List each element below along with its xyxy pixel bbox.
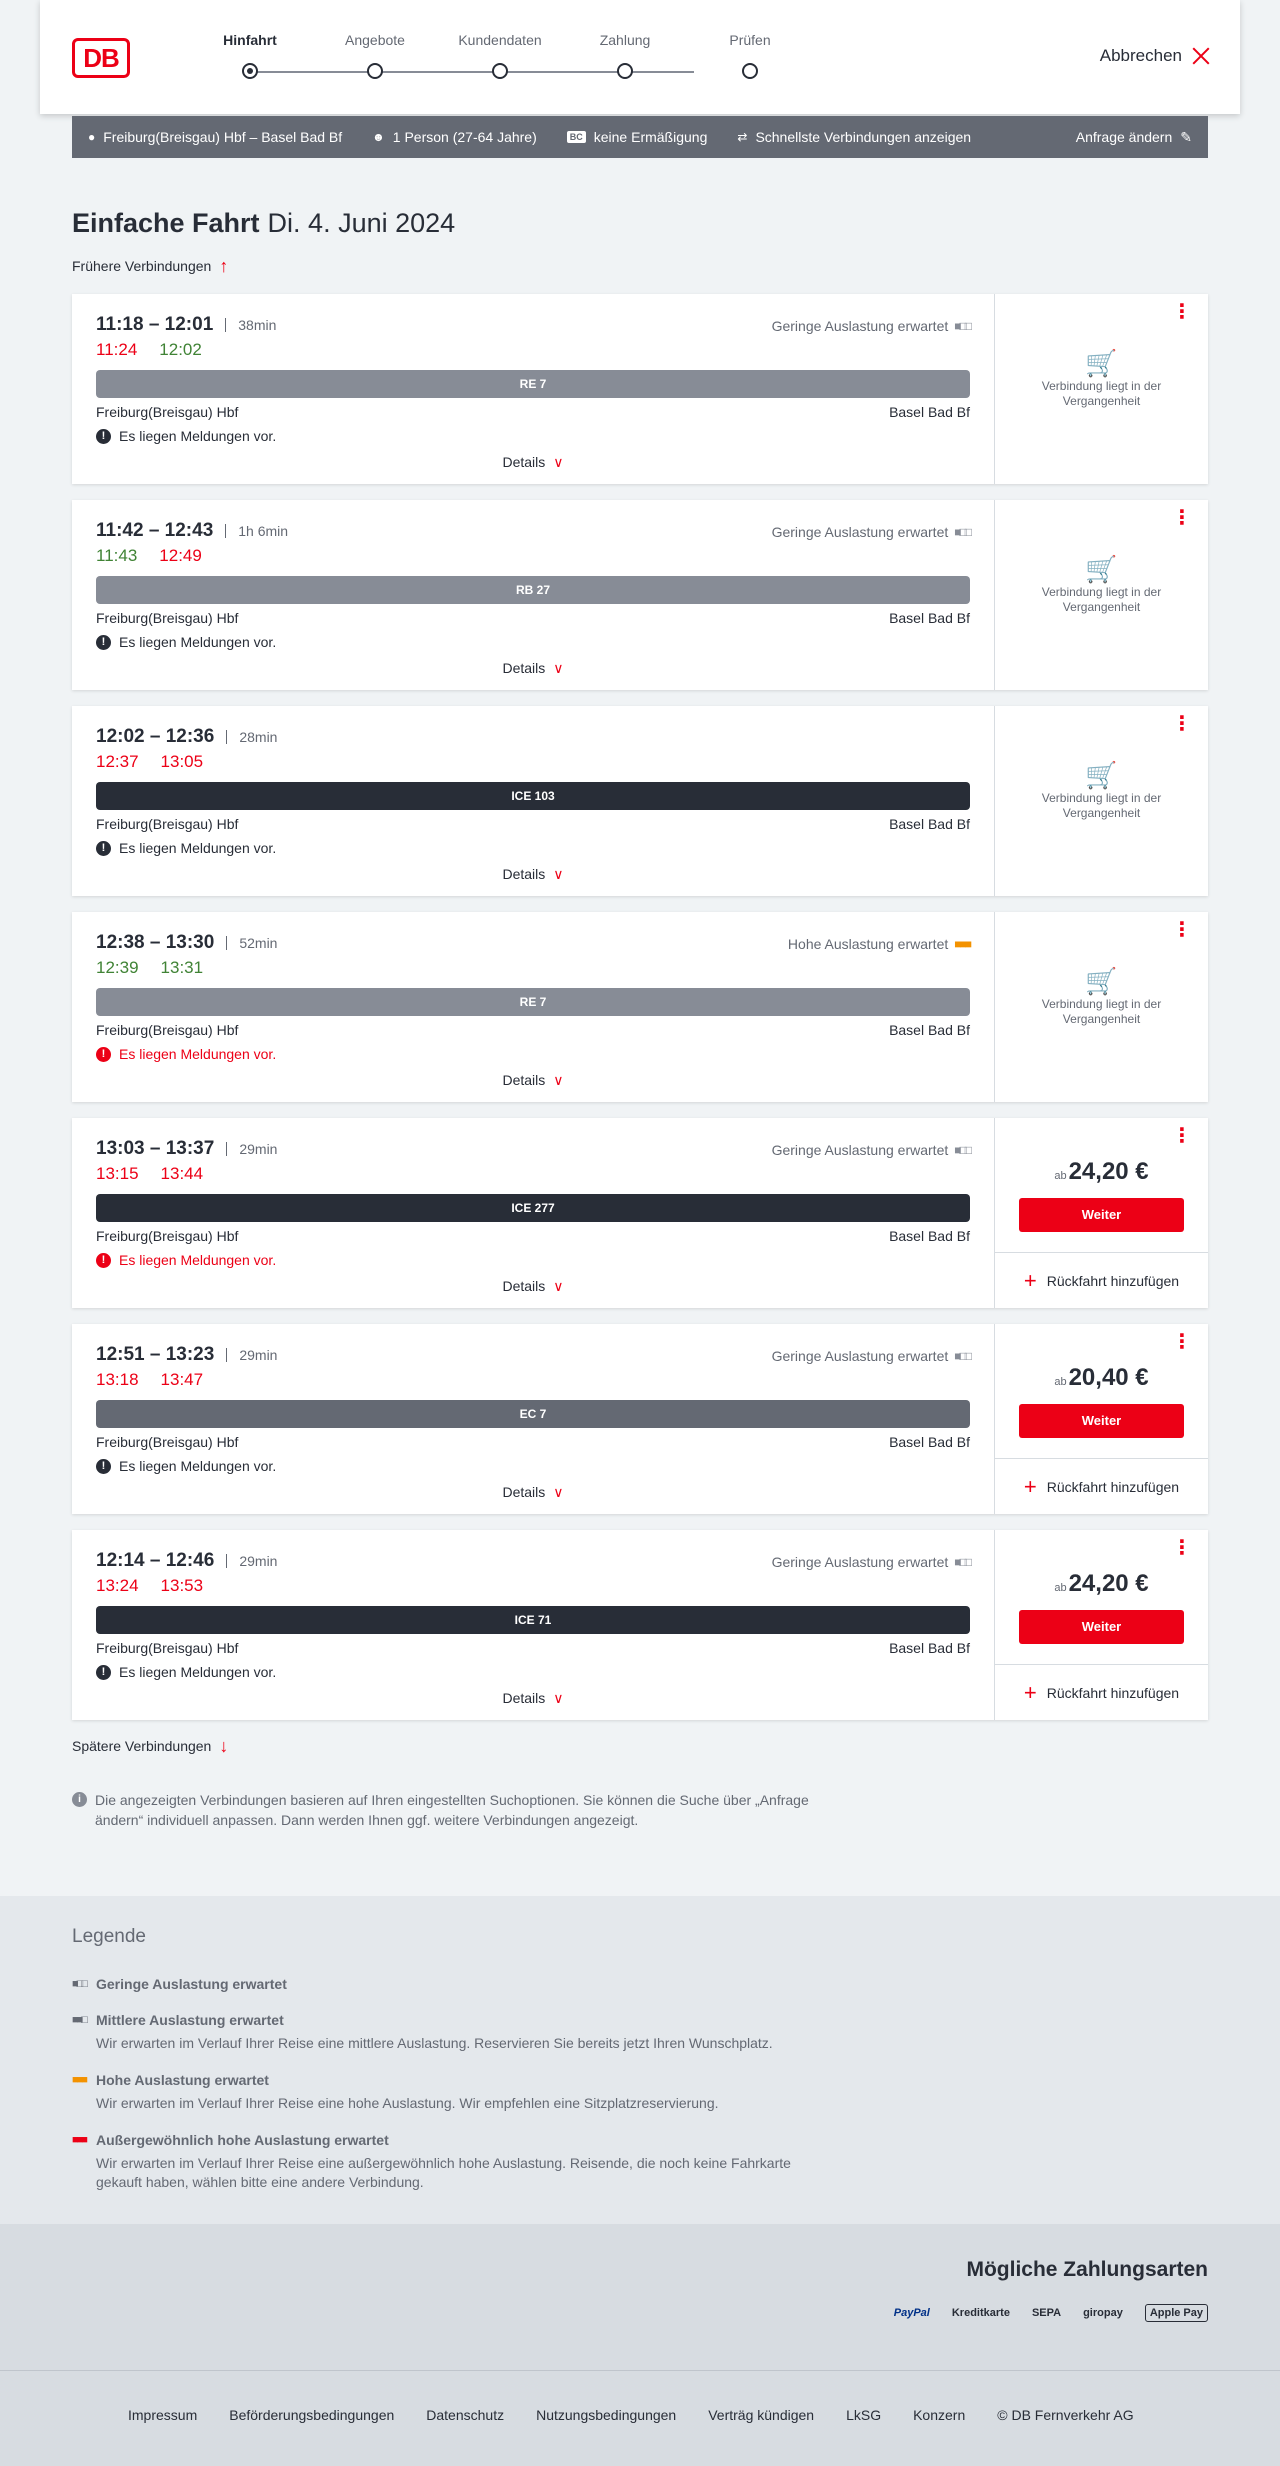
progress-steps: [182, 32, 771, 92]
load-indicator: [772, 1142, 970, 1158]
legend-head: Außergewöhnlich hohe Auslastung erwartet: [96, 2132, 389, 2148]
duration: 52min: [239, 935, 278, 951]
realtime-times: [96, 1370, 970, 1390]
price-value: 24,20 €: [1068, 1570, 1149, 1597]
more-options-icon[interactable]: ⋮: [1172, 1331, 1192, 1353]
train-bar[interactable]: ICE 71: [96, 1606, 970, 1634]
stations: [96, 816, 970, 832]
departure-station: Freiburg(Breisgau) Hbf: [96, 1434, 239, 1450]
more-options-icon[interactable]: ⋮: [1172, 919, 1192, 941]
connection-card[interactable]: [72, 500, 1208, 690]
load-low-icon: ■□□: [72, 1978, 86, 1990]
arrow-up-icon: ↑: [219, 256, 229, 276]
pencil-icon: ✎: [1180, 128, 1192, 145]
load-indicator: [772, 524, 970, 540]
more-options-icon[interactable]: ⋮: [1172, 1125, 1192, 1147]
connection-card[interactable]: [72, 912, 1208, 1102]
details-label: Details: [502, 1072, 546, 1088]
arrival-station: Basel Bad Bf: [889, 1434, 970, 1450]
times-text: 12:51 – 13:23: [96, 1344, 215, 1365]
connection-info: [96, 1550, 970, 1710]
stations: [96, 610, 970, 626]
cart-icon: 🛒: [1085, 554, 1118, 584]
duration: 1h 6min: [238, 523, 289, 539]
past-label: Verbindung liegt in der Vergangenheit: [1041, 791, 1162, 820]
offer-panel: [994, 500, 1208, 690]
alert-icon: !: [96, 1253, 111, 1268]
divider: [226, 936, 227, 950]
realtime-times: [96, 1576, 970, 1596]
past-label: Verbindung liegt in der Vergangenheit: [1041, 379, 1162, 408]
alert-icon: !: [96, 1459, 111, 1474]
payment-icons: [894, 2304, 1208, 2322]
step-dot: [367, 63, 383, 79]
more-options-icon[interactable]: ⋮: [1172, 507, 1192, 529]
realtime-departure: 11:24: [96, 340, 138, 359]
swap-icon: ⇄: [737, 130, 748, 144]
divider: [226, 1554, 227, 1568]
details-toggle[interactable]: [96, 1072, 970, 1089]
cart-icon: 🛒: [1085, 348, 1118, 378]
return-label: Rückfahrt hinzufügen: [1046, 1272, 1180, 1289]
past-label: Verbindung liegt in der Vergangenheit: [1041, 585, 1162, 614]
connection-info: [96, 932, 970, 1092]
step-angebote[interactable]: [315, 32, 435, 52]
step-label: Kundendaten: [458, 32, 542, 48]
divider: [226, 1142, 227, 1156]
arrival-station: Basel Bad Bf: [889, 816, 970, 832]
details-label: Details: [502, 1278, 546, 1294]
location-pin-icon: ●: [88, 130, 96, 144]
realtime-arrival: 13:31: [160, 958, 204, 977]
cart-icon: 🛒: [1085, 966, 1118, 996]
duration: 29min: [239, 1553, 278, 1569]
offer-panel: [994, 1118, 1208, 1308]
train-bar[interactable]: RB 27: [96, 576, 970, 604]
connection-card[interactable]: [72, 1118, 1208, 1308]
divider: [225, 318, 226, 332]
info-note-text: Die angezeigten Verbindungen basieren auf Ihren eingestellten Suchoptionen. Sie können die Suche über „Anfrage ändern“ individuell anpassen. Dann werden Ihnen ggf. weitere Verbindungen angezeigt.: [95, 1792, 809, 1828]
offer-panel: [994, 706, 1208, 896]
load-high-icon: ■■■: [954, 937, 970, 951]
header: [40, 0, 1240, 114]
times-text: 12:14 – 12:46: [96, 1550, 215, 1571]
load-indicator: [772, 318, 970, 334]
arrival-station: Basel Bad Bf: [889, 1022, 970, 1038]
alert-icon: !: [96, 1665, 111, 1680]
connection-info: [96, 520, 970, 680]
connection-card[interactable]: [72, 294, 1208, 484]
footer-link-lksg[interactable]: LkSG: [846, 2407, 882, 2423]
realtime-times: [96, 340, 970, 360]
load-indicator: [772, 1554, 970, 1570]
legend-desc: Wir erwarten im Verlauf Ihrer Reise eine außergewöhnlich hohe Auslastung. Reisende, die noch keine Fahrkarte gekauft haben, wählen bitte eine andere Verbindung.: [96, 2155, 791, 2190]
later-label: Spätere Verbindungen: [72, 1738, 212, 1754]
notice: [96, 634, 970, 650]
details-toggle[interactable]: [96, 454, 970, 471]
price-prefix: ab: [1054, 1170, 1067, 1182]
divider: [225, 524, 226, 538]
summary-discount: [567, 129, 708, 145]
offer-panel: [994, 912, 1208, 1102]
alert-icon: !: [96, 1047, 111, 1062]
arrival-station: Basel Bad Bf: [889, 404, 970, 420]
footer-link-vertrag-kuendigen[interactable]: Verträg kündigen: [708, 2407, 815, 2423]
summary-route: [88, 129, 342, 145]
legend-head: Hohe Auslastung erwartet: [96, 2072, 269, 2088]
notice-text: Es liegen Meldungen vor.: [119, 428, 277, 444]
connection-card[interactable]: [72, 1530, 1208, 1720]
notice-text: Es liegen Meldungen vor.: [119, 1046, 277, 1062]
notice-text: Es liegen Meldungen vor.: [119, 1252, 277, 1268]
price-value: 20,40 €: [1068, 1364, 1149, 1391]
cancel-label: Abbrechen: [1099, 46, 1182, 65]
notice-text: Es liegen Meldungen vor.: [119, 840, 277, 856]
earlier-label: Frühere Verbindungen: [72, 258, 212, 274]
change-request-button[interactable]: [1076, 129, 1192, 146]
step-label: Zahlung: [599, 32, 651, 48]
bahncard-icon: BC: [567, 131, 586, 143]
load-indicator: [788, 936, 970, 952]
train-bar[interactable]: EC 7: [96, 1400, 970, 1428]
offer-panel: [994, 294, 1208, 484]
footer-links: [128, 2407, 1134, 2423]
price-prefix: ab: [1054, 1376, 1067, 1388]
duration: 28min: [239, 729, 278, 745]
travellers-text: 1 Person (27-64 Jahre): [392, 129, 537, 145]
title-main: Einfache Fahrt: [72, 208, 260, 238]
departure-station: Freiburg(Breisgau) Hbf: [96, 610, 239, 626]
notice-text: Es liegen Meldungen vor.: [119, 634, 277, 650]
add-return-trip-button[interactable]: [995, 1252, 1208, 1308]
departure-station: Freiburg(Breisgau) Hbf: [96, 1022, 239, 1038]
footer-link-befoerderungsbedingungen[interactable]: Beförderungsbedingungen: [229, 2407, 395, 2423]
details-toggle[interactable]: [96, 866, 970, 883]
search-summary-bar: [72, 116, 1208, 158]
load-text: Geringe Auslastung erwartet: [771, 1142, 949, 1158]
connection-info: [96, 726, 970, 886]
step-label: Hinfahrt: [223, 32, 277, 48]
load-text: Geringe Auslastung erwartet: [771, 318, 949, 334]
realtime-times: [96, 546, 970, 566]
weiter-button[interactable]: Weiter: [1019, 1610, 1184, 1644]
realtime-departure: 12:37: [96, 752, 139, 771]
duration: 38min: [238, 317, 277, 333]
connection-card[interactable]: [72, 706, 1208, 896]
step-zahlung[interactable]: [565, 32, 685, 52]
load-low-icon: ■□□: [954, 1349, 970, 1363]
step-hinfahrt: [190, 32, 310, 52]
earlier-connections-link[interactable]: [72, 258, 228, 274]
stations: [96, 1640, 970, 1656]
footer-copyright: © DB Fernverkehr AG: [997, 2407, 1134, 2423]
duration: 29min: [239, 1141, 278, 1157]
page-title: [72, 208, 455, 239]
arrow-down-icon: ↓: [219, 1736, 229, 1756]
details-toggle[interactable]: [96, 1484, 970, 1501]
cart-icon: 🛒: [1085, 760, 1118, 790]
realtime-departure: 11:43: [96, 546, 138, 565]
notice: [96, 428, 970, 444]
connection-info: [96, 1138, 970, 1298]
divider: [226, 730, 227, 744]
step-label: Angebote: [345, 32, 405, 48]
load-low-icon: ■□□: [954, 1555, 970, 1569]
realtime-arrival: 13:47: [160, 1370, 204, 1389]
step-label: Prüfen: [729, 32, 771, 48]
realtime-times: [96, 1164, 970, 1184]
load-low-icon: ■□□: [954, 319, 970, 333]
duration: 29min: [239, 1347, 278, 1363]
more-options-icon[interactable]: ⋮: [1172, 713, 1192, 735]
chevron-down-icon: ∨: [553, 454, 564, 470]
notice: [96, 1458, 970, 1474]
legend-section: [0, 1896, 1280, 2224]
giropay-icon: giropay: [1083, 2307, 1123, 2319]
more-options-icon[interactable]: ⋮: [1172, 301, 1192, 323]
search-info-note: [72, 1790, 852, 1830]
return-label: Rückfahrt hinzufügen: [1046, 1684, 1180, 1701]
plus-icon: +: [1023, 1679, 1037, 1705]
legend-head: Mittlere Auslastung erwartet: [96, 2012, 284, 2028]
load-text: Hohe Auslastung erwartet: [787, 936, 949, 952]
load-low-icon: ■□□: [954, 525, 970, 539]
past-connection-info: [995, 760, 1208, 821]
notice-text: Es liegen Meldungen vor.: [119, 1458, 277, 1474]
notice: [96, 1046, 970, 1062]
footer-link-impressum[interactable]: Impressum: [128, 2407, 198, 2423]
add-return-trip-button[interactable]: [995, 1458, 1208, 1514]
realtime-departure: 13:18: [96, 1370, 139, 1389]
sepa-icon: SEPA: [1031, 2307, 1062, 2319]
return-label: Rückfahrt hinzufügen: [1046, 1478, 1180, 1495]
summary-travellers: [372, 129, 537, 145]
past-connection-info: [995, 348, 1208, 409]
more-options-icon[interactable]: ⋮: [1172, 1537, 1192, 1559]
past-connection-info: [995, 966, 1208, 1027]
stations: [96, 1022, 970, 1038]
times-text: 13:03 – 13:37: [96, 1138, 215, 1159]
plus-icon: +: [1023, 1473, 1037, 1499]
departure-station: Freiburg(Breisgau) Hbf: [96, 816, 239, 832]
details-label: Details: [502, 866, 546, 882]
payment-methods: [0, 2224, 1280, 2370]
load-low-icon: ■□□: [954, 1143, 970, 1157]
person-icon: ☻: [372, 130, 385, 144]
departure-station: Freiburg(Breisgau) Hbf: [96, 1228, 239, 1244]
scheduled-times: [96, 726, 970, 748]
connection-info: [96, 314, 970, 474]
later-connections-link[interactable]: [72, 1738, 228, 1754]
legend-desc: Wir erwarten im Verlauf Ihrer Reise eine mittlere Auslastung. Reservieren Sie bereits jetzt Ihren Wunschplatz.: [96, 2035, 773, 2051]
add-return-trip-button[interactable]: [995, 1664, 1208, 1720]
arrival-station: Basel Bad Bf: [889, 610, 970, 626]
legend-item-low: [72, 1976, 832, 1992]
chevron-down-icon: ∨: [553, 1072, 564, 1088]
stations: [96, 1434, 970, 1450]
title-date: Di. 4. Juni 2024: [267, 208, 456, 238]
details-label: Details: [502, 1690, 546, 1706]
info-icon: i: [72, 1792, 87, 1807]
load-medium-icon: ■■□: [72, 2014, 86, 2026]
realtime-times: [96, 752, 970, 772]
change-request-label: Anfrage ändern: [1075, 129, 1173, 145]
notice: [96, 840, 970, 856]
arrival-station: Basel Bad Bf: [889, 1640, 970, 1656]
legend-item-medium: [72, 2012, 832, 2053]
footer-link-nutzungsbedingungen[interactable]: Nutzungsbedingungen: [536, 2407, 677, 2423]
train-bar[interactable]: ICE 103: [96, 782, 970, 810]
stations: [96, 1228, 970, 1244]
price: [995, 1364, 1208, 1392]
step-dot: [492, 63, 508, 79]
legend-head: Geringe Auslastung erwartet: [96, 1976, 287, 1992]
times-text: 12:38 – 13:30: [96, 932, 215, 953]
alert-icon: !: [96, 841, 111, 856]
chevron-down-icon: ∨: [553, 866, 564, 882]
credit-card-icon: Kreditkarte: [951, 2307, 1010, 2319]
chevron-down-icon: ∨: [553, 1484, 564, 1500]
realtime-arrival: 12:49: [159, 546, 202, 565]
connection-info: [96, 1344, 970, 1504]
realtime-arrival: 13:05: [160, 752, 204, 771]
realtime-arrival: 12:02: [159, 340, 202, 359]
realtime-departure: 12:39: [96, 958, 139, 977]
arrival-station: Basel Bad Bf: [889, 1228, 970, 1244]
summary-fastest: [737, 129, 971, 145]
step-pruefen[interactable]: [690, 32, 810, 52]
price: [995, 1158, 1208, 1186]
route-text: Freiburg(Breisgau) Hbf – Basel Bad Bf: [103, 129, 343, 145]
train-bar[interactable]: RE 7: [96, 988, 970, 1016]
load-text: Geringe Auslastung erwartet: [771, 1554, 949, 1570]
train-bar[interactable]: RE 7: [96, 370, 970, 398]
times-text: 11:42 – 12:43: [96, 520, 214, 541]
footer-link-datenschutz[interactable]: Datenschutz: [426, 2407, 505, 2423]
connection-card[interactable]: [72, 1324, 1208, 1514]
notice: [96, 1252, 970, 1268]
apple-pay-icon: Apple Pay: [1145, 2304, 1208, 2322]
fastest-text: Schnellste Verbindungen anzeigen: [755, 129, 972, 145]
realtime-arrival: 13:53: [160, 1576, 204, 1595]
times-text: 11:18 – 12:01: [96, 314, 214, 335]
details-toggle[interactable]: [96, 660, 970, 677]
close-icon: [1192, 47, 1210, 65]
load-indicator: [772, 1348, 970, 1364]
cancel-button[interactable]: [1100, 46, 1210, 66]
payment-title: Mögliche Zahlungsarten: [966, 2258, 1208, 2281]
times-text: 12:02 – 12:36: [96, 726, 215, 747]
realtime-arrival: 13:44: [160, 1164, 204, 1183]
realtime-times: [96, 958, 970, 978]
load-high-icon: ■■■: [72, 2074, 86, 2086]
offer-panel: [994, 1530, 1208, 1720]
details-label: Details: [502, 660, 546, 676]
realtime-departure: 13:24: [96, 1576, 139, 1595]
alert-icon: !: [96, 429, 111, 444]
train-bar[interactable]: ICE 277: [96, 1194, 970, 1222]
chevron-down-icon: ∨: [553, 1278, 564, 1294]
chevron-down-icon: ∨: [553, 660, 564, 676]
price-value: 24,20 €: [1068, 1158, 1149, 1185]
weiter-button[interactable]: Weiter: [1019, 1198, 1184, 1232]
step-dot: [742, 63, 758, 79]
alert-icon: !: [96, 635, 111, 650]
details-label: Details: [502, 454, 546, 470]
footer: [0, 2370, 1280, 2466]
weiter-button[interactable]: Weiter: [1019, 1404, 1184, 1438]
past-connection-info: [995, 554, 1208, 615]
legend-item-extreme: [72, 2132, 832, 2192]
realtime-departure: 13:15: [96, 1164, 139, 1183]
step-dot: [617, 63, 633, 79]
legend-item-high: [72, 2072, 832, 2113]
load-text: Geringe Auslastung erwartet: [771, 1348, 949, 1364]
details-label: Details: [502, 1484, 546, 1500]
step-dot: [242, 63, 258, 79]
load-extreme-icon: ■■■: [72, 2134, 86, 2146]
legend-desc: Wir erwarten im Verlauf Ihrer Reise eine hohe Auslastung. Wir empfehlen eine Sitzplatzreservierung.: [96, 2095, 719, 2111]
paypal-icon: PayPal: [893, 2307, 930, 2319]
plus-icon: +: [1023, 1267, 1037, 1293]
db-logo[interactable]: DB: [72, 38, 130, 78]
departure-station: Freiburg(Breisgau) Hbf: [96, 1640, 239, 1656]
price-prefix: ab: [1054, 1582, 1067, 1594]
details-toggle[interactable]: [96, 1278, 970, 1295]
legend-title: Legende: [72, 1926, 146, 1947]
notice: [96, 1664, 970, 1680]
notice-text: Es liegen Meldungen vor.: [119, 1664, 277, 1680]
details-toggle[interactable]: [96, 1690, 970, 1707]
footer-link-konzern[interactable]: Konzern: [913, 2407, 966, 2423]
chevron-down-icon: ∨: [553, 1690, 564, 1706]
load-text: Geringe Auslastung erwartet: [771, 524, 949, 540]
step-kundendaten[interactable]: [440, 32, 560, 52]
divider: [226, 1348, 227, 1362]
offer-panel: [994, 1324, 1208, 1514]
discount-text: keine Ermäßigung: [593, 129, 708, 145]
price: [995, 1570, 1208, 1598]
stations: [96, 404, 970, 420]
departure-station: Freiburg(Breisgau) Hbf: [96, 404, 239, 420]
past-label: Verbindung liegt in der Vergangenheit: [1041, 997, 1162, 1026]
